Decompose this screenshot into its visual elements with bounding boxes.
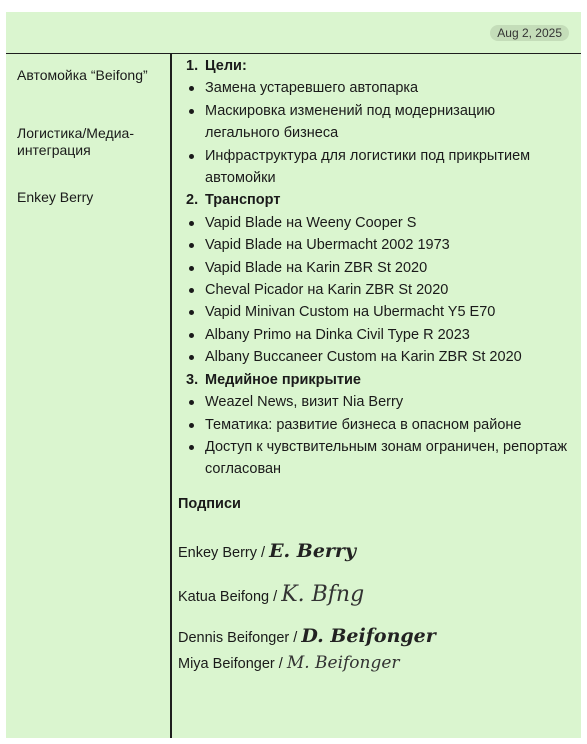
list-item-text: Замена устаревшего автопарка bbox=[205, 80, 419, 97]
column-divider bbox=[170, 54, 172, 738]
list-item-text: Vapid Blade на Ubermacht 2002 1973 bbox=[205, 237, 450, 254]
list-item bbox=[178, 234, 568, 256]
list-item bbox=[178, 279, 568, 301]
handwritten-signature: K. Bfng bbox=[281, 582, 365, 607]
department-label: Логистика/Медиа-интеграция bbox=[17, 125, 134, 158]
list-item bbox=[178, 301, 568, 323]
bullet-icon bbox=[189, 333, 194, 338]
section-title: Медийное прикрытие bbox=[205, 371, 361, 388]
signer-name: Enkey Berry / bbox=[178, 545, 266, 561]
signer-name: Dennis Beifonger / bbox=[178, 630, 298, 646]
bullet-icon bbox=[189, 86, 194, 91]
handwritten-signature: D. Beifonger bbox=[301, 625, 436, 647]
signature-line bbox=[178, 625, 436, 647]
bullet-icon bbox=[189, 310, 194, 315]
list-item bbox=[178, 257, 568, 279]
company-name: Автомойка “Beifong” bbox=[17, 67, 148, 83]
bullet-icon bbox=[189, 400, 194, 405]
date-badge: Aug 2, 2025 bbox=[490, 25, 569, 41]
responsible-person: Enkey Berry bbox=[17, 189, 94, 205]
header-bar bbox=[6, 12, 581, 54]
list-item-text: Cheval Picador на Karin ZBR St 2020 bbox=[205, 282, 449, 299]
list-item-text: Vapid Minivan Custom на Ubermacht Y5 E70 bbox=[205, 304, 496, 321]
list-item bbox=[178, 145, 568, 190]
list-item bbox=[178, 346, 568, 368]
list-item bbox=[178, 212, 568, 234]
list-item-text: Albany Buccaneer Custom на Karin ZBR St 2020 bbox=[205, 349, 522, 366]
list-item-text: Vapid Blade на Weeny Cooper S bbox=[205, 214, 417, 231]
bullet-icon bbox=[189, 154, 194, 159]
section-heading bbox=[178, 369, 568, 391]
signatures-title: Подписи bbox=[178, 496, 241, 512]
section-number: 3. bbox=[186, 371, 199, 388]
section-number: 1. bbox=[186, 58, 199, 74]
signer-name: Miya Beifonger / bbox=[178, 656, 283, 672]
section-heading bbox=[178, 55, 568, 77]
signature-line bbox=[178, 540, 356, 562]
signature-line bbox=[178, 653, 400, 673]
section-title: Цели: bbox=[205, 58, 247, 74]
section-number: 2. bbox=[186, 192, 199, 209]
list-item-text: Weazel News, визит Nia Berry bbox=[205, 394, 404, 411]
handwritten-signature: M. Beifonger bbox=[286, 653, 400, 673]
list-item bbox=[178, 100, 568, 145]
bullet-icon bbox=[189, 221, 194, 226]
list-item-text: Доступ к чувствительным зонам ограничен, репортаж согласован bbox=[205, 438, 568, 478]
list-item bbox=[178, 324, 568, 346]
bullet-icon bbox=[189, 243, 194, 248]
bullet-icon bbox=[189, 445, 194, 450]
bullet-icon bbox=[189, 355, 194, 360]
list-item-text: Albany Primo на Dinka Civil Type R 2023 bbox=[205, 326, 470, 343]
section-title: Транспорт bbox=[205, 192, 281, 209]
bullet-icon bbox=[189, 266, 194, 271]
list-item bbox=[178, 414, 568, 436]
list-item bbox=[178, 391, 568, 413]
signer-name: Katua Beifong / bbox=[178, 589, 278, 605]
section-heading bbox=[178, 189, 568, 211]
list-item bbox=[178, 436, 568, 481]
bullet-icon bbox=[189, 109, 194, 114]
list-item-text: Тематика: развитие бизнеса в опасном районе bbox=[205, 416, 522, 433]
bullet-icon bbox=[189, 288, 194, 293]
list-item-text: Vapid Blade на Karin ZBR St 2020 bbox=[205, 259, 428, 276]
handwritten-signature: E. Berry bbox=[269, 540, 356, 562]
list-item-text: Инфраструктура для логистики под прикрытием автомойки bbox=[205, 147, 531, 187]
signature-line bbox=[178, 582, 364, 607]
bullet-icon bbox=[189, 423, 194, 428]
main-content bbox=[178, 55, 568, 481]
list-item-text: Маскировка изменений под модернизацию легального бизнеса bbox=[205, 102, 496, 142]
list-item bbox=[178, 77, 568, 99]
